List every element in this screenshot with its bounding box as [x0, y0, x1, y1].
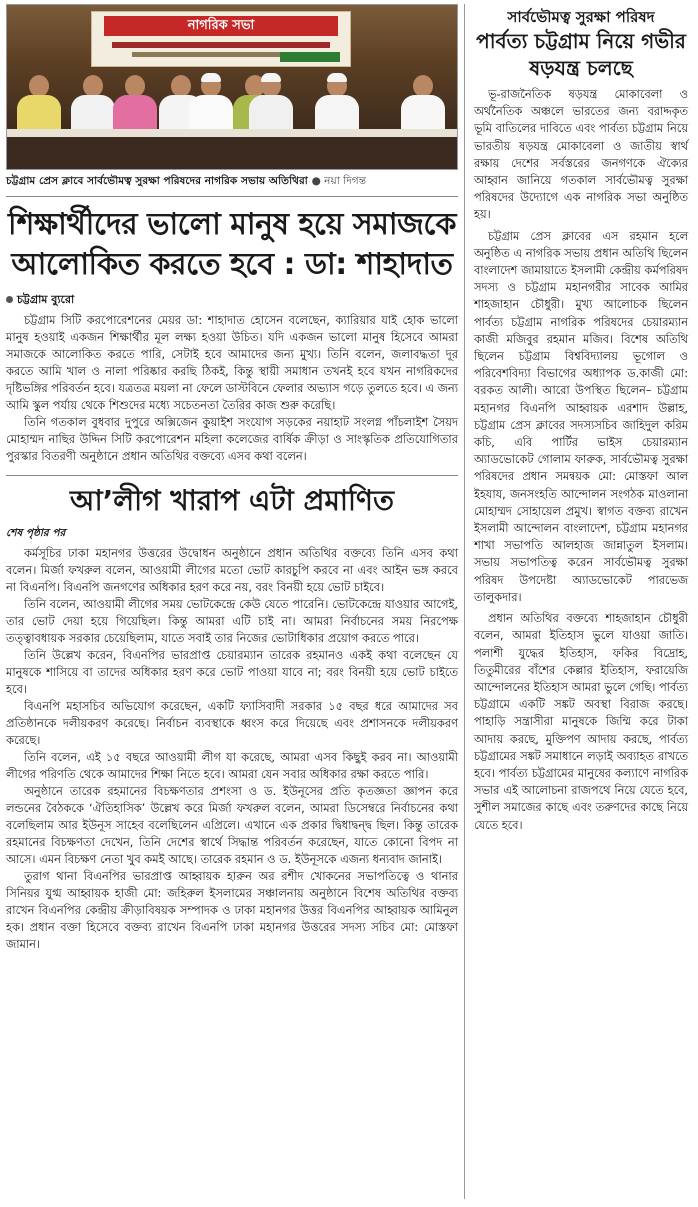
table-front [7, 137, 457, 170]
paragraph: চট্টগ্রাম সিটি করপোরেশনের মেয়র ডা: শাহাদাত হোসেন বলেছেন, ক্যারিয়ার যাই হোক ভালো মানুষ হওয়াই একজন শিক্ষার্থীর মূল লক্ষ্য হওয়া উচিত। যদি একজন ভালো মানুষ হিসেবে আমরা সমাজকে আলোকিত করতে পারি, সেটাই হবে আমাদের জন্য মুখ্য। তিনি বলেন, জলাবদ্ধতা দূর করতে আমি খাল ও নালা পরিষ্কার করছি ঠিকই, কিন্তু স্থায়ী সমাধান তখনই হবে যখন নাগরিকদের দৃষ্টিভঙ্গির পরিবর্তন হবে। যত্রতত্র ময়লা না ফেলে ডাস্টবিনে ফেলার অভ্যাস গড়ে তুলতে হবে। এ জন্য আমি স্কুল পর্যায় থেকে শিশুদের মধ্যে সচেতনতা তৈরির কাজ শুরু করেছি। [6, 313, 458, 412]
person-figure [187, 75, 235, 135]
paragraph: কর্মসূচির ঢাকা মহানগর উত্তরের উদ্বোধন অনুষ্ঠানে প্রধান অতিথির বক্তব্যে তিনি এসব কথা বলেন। মির্জা ফখরুল বলেন, আওয়ামী লীগের মতো ভোট কারচুপি করবে না এবং আইন ভঙ্গ করবে না বিএনপি। বিএনপি জনগণের অধিকার হরণ করে নয়, বরং বিনয়ী হয়ে ভোট চাইবে। [6, 546, 458, 594]
event-photo [6, 4, 458, 170]
person-figure [69, 75, 117, 135]
bullet-icon [6, 296, 13, 303]
person-figure [111, 75, 159, 135]
right-column [474, 6, 688, 838]
paragraph: তুরাগ থানা বিএনপির ভারপ্রাপ্ত আহ্বায়ক হারুন অর রশীদ খোকনের সভাপতিত্বে ও থানার সিনিয়র যুগ্ম আহ্বায়ক হাজী মো: জহিরুল ইসলামের সঞ্চালনায় অনুষ্ঠানে বিশেষ অতিথির বক্তব্য রাখেন বিএনপির কেন্দ্রীয় ক্রীড়াবিষয়ক সম্পাদক ও ঢাকা মহানগর উত্তর বিএনপির আহ্বায়ক আমিনুল হক। প্রধান বক্তা হিসেবে বক্তব্য রাখেন বিএনপি ঢাকা মহানগর উত্তরের সদস্য সচিব মো: মোস্তফা জামান। [6, 869, 458, 951]
paragraph: বিএনপি মহাসচিব অভিযোগ করেছেন, একটি ফ্যাসিবাদী সরকার ১৫ বছর ধরে আমাদের সব প্রতিষ্ঠানকে দলীয়করণ করেছে। নির্বাচন ব্যবস্থাকে ধ্বংস করে দিয়েছে এবং প্রশাসনকে দলীয়করণ করেছে। [6, 699, 458, 747]
article-headline: শিক্ষার্থীদের ভালো মানুষ হয়ে সমাজকে আলোকিত করতে হবে : ডা: শাহাদাত [8, 207, 456, 282]
column-divider [464, 4, 465, 1199]
caption-source: ● নয়া দিগন্ত [311, 175, 367, 187]
banner-title: নাগরিক সভা [104, 16, 338, 36]
paragraph: ভূ-রাজনৈতিক ষড়যন্ত্র মোকাবেলা ও অর্থনৈতিক অঞ্চলে ভারতের জন্য বরাদ্দকৃত ভূমি বাতিলের দাবিতে এবং পার্বত্য চট্টগ্রাম নিয়ে ভারতীয় ষড়যন্ত্র মোকাবেলা ও জাতীয় স্বার্থ রক্ষায় দেশের সর্বস্তরের জনগণকে ঐক্যের আহ্বান জানিয়ে গতকাল সার্বভৌমত্ব সুরক্ষা পরিষদের উদ্যোগে এক নাগরিক সভা অনুষ্ঠিত হয়। [474, 88, 688, 222]
article-headline: আ’লীগ খারাপ এটা প্রমাণিত [6, 475, 458, 520]
person-figure [15, 75, 63, 135]
banner-line [112, 42, 330, 48]
paragraph: চট্টগ্রাম প্রেস ক্লাবের এস রহমান হলে অনুষ্ঠিত এ নাগরিক সভায় প্রধান অতিথি ছিলেন বাংলাদেশ জামায়াতে ইসলামী কেন্দ্রীয় কর্মপরিষদ সদস্য ও চট্টগ্রাম মহানগরীর সাবেক আমির শাহজাহান চৌধুরী। মুখ্য আলোচক ছিলেন পার্বত্য চট্টগ্রাম নাগরিক পরিষদের চেয়ারম্যান কাজী মজিবুর রহমান মজিব। বিশেষ অতিথি ছিলেন চট্টগ্রাম বিশ্ববিদ্যালয় ভূগোল ও পরিবেশবিদ্যা বিভাগের অধ্যাপক ড.কাজী মো: বরকত আলী। আরো উপস্থিত ছিলেন– চট্টগ্রাম মহানগর বিএনপি আহ্বায়ক এরশাদ উল্লাহ, চট্টগ্রাম প্রেস ক্লাবের সদস্যসচিব জাহিদুল করিম কচি, এবি পার্টির ভাইস চেয়ারম্যান অ্যাডভোকেট গোলাম ফারুক, সার্বভৌমত্ব সুরক্ষা পরিষদের প্রধান সমন্বয়ক মো: মোস্তফা আল ইহযায, জনসংহতি আন্দোলন সংগঠক মাওলানা মোহাম্মদ সোহায়েল প্রমুখ। স্বাগত বক্তব্য রাখেন ইসলামী আন্দোলন বাংলাদেশ, চট্টগ্রাম মহানগর শাখা সভাপতি আলহাজ জান্নাতুল ইসলাম। সভায় সভাপতিত্ব করেন সার্বভৌমত্ব সুরক্ষা পরিষদ উপদেষ্টা অ্যাডভোকেট পারভেজ তালুকদার। [474, 229, 688, 604]
paragraph: তিনি বলেন, এই ১৫ বছরে আওয়ামী লীগ যা করেছে, আমরা এসব কিছুই করব না। আওয়ামী লীগের পরিণতি থেকে আমাদের শিক্ষা নিতে হবে। আমরা যেন সবার অধিকার রক্ষা করতে পারি। [6, 750, 458, 781]
article-body [6, 545, 458, 953]
continued-label: শেষ পৃষ্ঠার পর [6, 527, 66, 539]
person-figure [313, 75, 361, 135]
article-headline: পার্বত্য চট্টগ্রাম নিয়ে গভীর ষড়যন্ত্র চলছে [476, 29, 686, 80]
byline-text: চট্টগ্রাম ব্যুরো [17, 293, 75, 306]
person-figure [399, 75, 447, 135]
person-figure [247, 75, 295, 135]
paragraph: তিনি গতকাল বুধবার দুপুরে অক্সিজেন কুয়াইশ সংযোগ সড়কের নয়াহাট সংলগ্ন পাঁচলাইশ সৈয়দ মোহাম্মদ নাছির উদ্দিন সিটি করপোরেশন মহিলা কলেজের বার্ষিক ক্রীড়া ও সাংস্কৃতিক প্রতিযোগিতার পুরস্কার বিতরণী অনুষ্ঠানে প্রধান অতিথির বক্তব্যে এসব কথা বলেন। [6, 415, 458, 463]
paragraph: তিনি উল্লেখ করেন, বিএনপির ভারপ্রাপ্ত চেয়ারম্যান তারেক রহমানও একই কথা বলেছেন যে মানুষকে শাসিয়ে বা তাদের অধিকার হরণ করে ভোট পাওয়া যাবে না; বরং বিনয়ী হয়ে ভোট চাইতে হবে। [6, 648, 458, 696]
banner-tag [280, 52, 340, 62]
paragraph: তিনি বলেন, আওয়ামী লীগের সময় ভোটকেন্দ্রে কেউ যেতে পারেনি। ভোটকেন্দ্রে যাওয়ার আগেই, তার ভোট দেয়া হয়ে গিয়েছিল। কিন্তু আমরা এটি চাই না। আমরা নির্বাচনের সময় নিরপেক্ষ তত্ত্বাবধায়ক সরকার চেয়েছিলাম, যাতে সবাই তার নিজের ভোটাধিকার প্রয়োগ করতে পারে। [6, 597, 458, 645]
article-kicker: সার্বভৌমত্ব সুরক্ষা পরিষদ [507, 8, 655, 26]
paragraph: অনুষ্ঠানে তারেক রহমানের বিচক্ষণতার প্রশংসা ও ড. ইউনূসের প্রতি কৃতজ্ঞতা জ্ঞাপন করে লন্ডনের বৈঠককে ‘ঐতিহাসিক’ উল্লেখ করে মির্জা ফখরুল বলেন, আমরা ডিসেম্বরে নির্বাচনের কথা বলেছিলাম আর ইউনূস সাহেব বলেছিলেন এপ্রিলে। এখানে এক প্রকার দ্বিধাদ্বন্দ্ব ছিল। কিন্তু তারেক রহমানের বিচক্ষণতা দেখেন, তিনি দেশের স্বার্থে সিদ্ধান্ত পরিবর্তন করেছেন, যাতে কোনো বিপদ না আসে। এমন বিচক্ষণ নেতা খুব কমই আছে। তারেক রহমান ও ড. ইউনূসকে এজন্য ধন্যবাদ জানাই। [6, 784, 458, 866]
paragraph: প্রধান অতিথির বক্তব্যে শাহজাহান চৌধুরী বলেন, আমরা ইতিহাস ভুলে যাওয়া জাতি। পলাশী যুদ্ধের ইতিহাস, ফকির বিদ্রোহ, তিতুমীরের বাঁশের কেল্লার ইতিহাস, ফরায়েজি আন্দোলনের ইতিহাস আমরা ভুলে গেছি। পার্বত্য চট্টগ্রামে একটি সঙ্কট অবস্থা বিরাজ করছে। পাহাড়ি সন্ত্রাসীরা মানুষকে জিম্মি করে টাকা আদায় করছে, মুক্তিপণ আদায় করছে, পার্বত্য চট্টগ্রামের সঙ্কট সমাধানে লড়াই অব্যাহত রাখতে হবে। পার্বত্য চট্টগ্রামের মানুষের কল্যাণে নাগরিক সভার এই আলোচনা রাজপথে নিয়ে যেতে হবে, সুশীল সমাজের কাছে এবং তরুণদের কাছে নিয়ে যেতে হবে। [474, 612, 688, 832]
left-column [6, 4, 458, 953]
article-body [6, 312, 458, 465]
event-banner [91, 11, 351, 67]
byline [6, 291, 458, 310]
photo-caption [6, 170, 458, 197]
caption-text: চট্টগ্রাম প্রেস ক্লাবে সার্বভৌমত্ব সুরক্ষা পরিষদের নাগরিক সভায় অতিথিরা [6, 175, 308, 187]
article-body [474, 86, 688, 834]
